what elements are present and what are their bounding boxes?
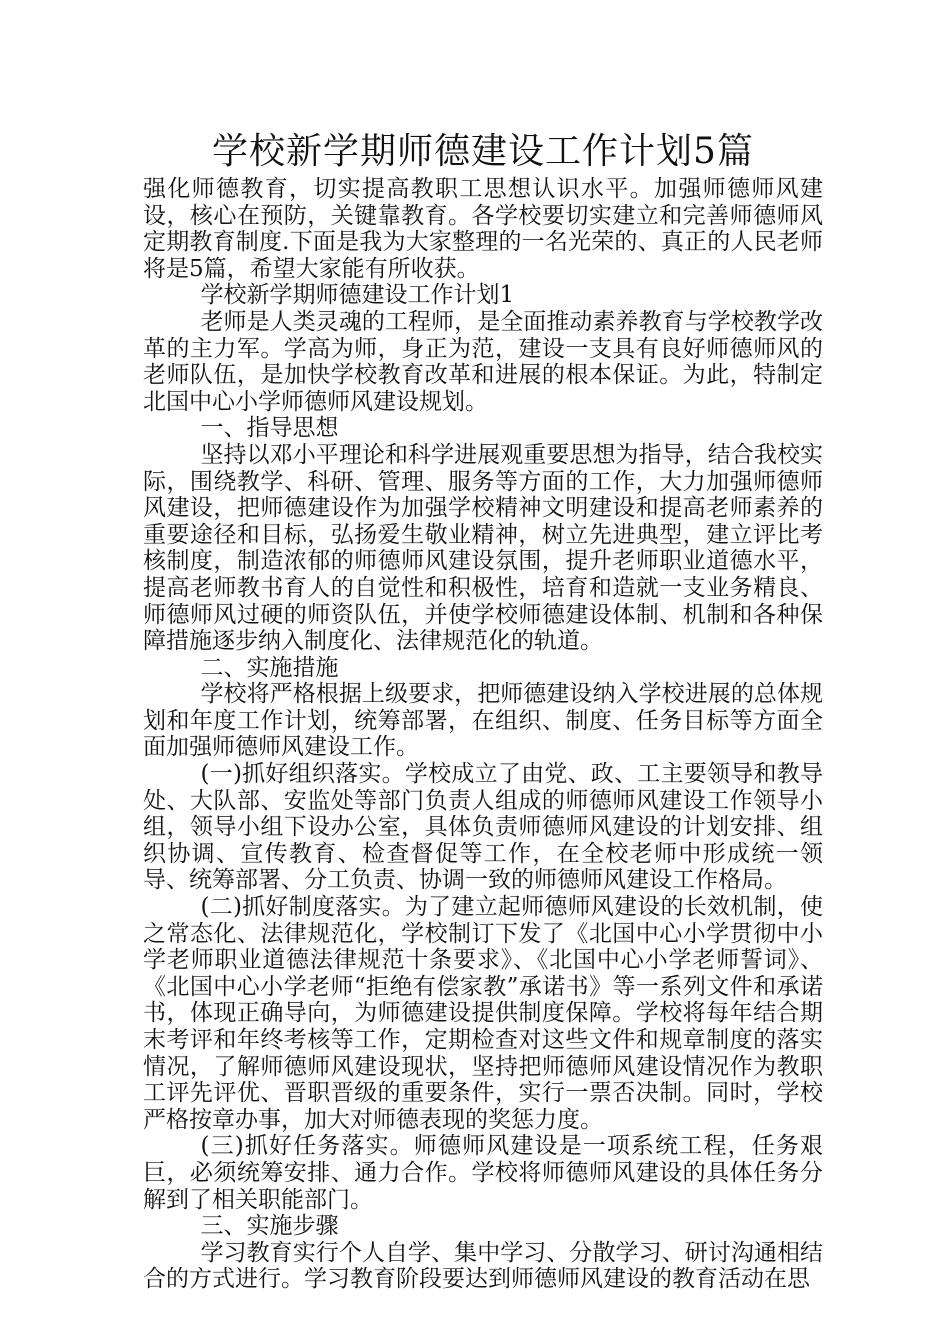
paragraph-system: (二)抓好制度落实。为了建立起师德师风建设的长效机制，使之常态化、法律规范化，学校制订下发了《北国中心小学贯彻中小学老师职业道德法律规范十条要求》、《北国中心小学老师誓词》、《北国中心小学老师“拒绝有偿家教”承诺书》等一系列文件和承诺书，体现正确导向，为师德建设提供制度保障。学校将每年结合期末考评和年终考核等工作，定期检查对这些文件和规章制度的落实情况，了解师德师风建设现状，坚持把师德师风建设情况作为教职工评先评优、晋职晋级的重要条件，实行一票否决制。同时，学校严格按章办事，加大对师德表现的奖惩力度。: [143, 894, 823, 1133]
document-page: [143, 128, 823, 1293]
paragraph-steps: 学习教育实行个人自学、集中学习、分散学习、研讨沟通相结合的方式进行。学习教育阶段要达到师德师风建设的教育活动在思: [143, 1239, 823, 1293]
paragraph-tasks: (三)抓好任务落实。师德师风建设是一项系统工程，任务艰巨，必须统筹安排、通力合作。学校将师德师风建设的具体任务分解到了相关职能部门。: [143, 1133, 823, 1213]
paragraph-plan-heading: 学校新学期师德建设工作计划1: [200, 282, 515, 309]
document-body: [143, 176, 823, 1293]
paragraph-guiding-ideology: 坚持以邓小平理论和科学进展观重要思想为指导，结合我校实际，围绕教学、科研、管理、服务等方面的工作，大力加强师德师风建设，把师德建设作为加强学校精神文明建设和提高老师素养的重要途径和目标，弘扬爱生敬业精神，树立先进典型，建立评比考核制度，制造浓郁的师德师风建设氛围，提升老师职业道德水平，提高老师教书育人的自觉性和积极性，培育和造就一支业务精良、师德师风过硬的师资队伍，并使学校师德建设体制、机制和各种保障措施逐步纳入制度化、法律规范化的轨道。: [143, 441, 823, 655]
section-heading-measures: 二、实施措施: [200, 654, 339, 681]
paragraph-intro: 强化师德教育，切实提高教职工思想认识水平。加强师德师风建设，核心在预防，关键靠教育。各学校要切实建立和完善师德师风定期教育制度.下面是我为大家整理的一名光荣的、真正的人民老师将是5篇，希望大家能有所收获。: [143, 176, 823, 282]
paragraph-measures: 学校将严格根据上级要求，把师德建设纳入学校进展的总体规划和年度工作计划，统筹部署，在组织、制度、任务目标等方面全面加强师德师风建设工作。: [143, 681, 823, 761]
paragraph-preface: 老师是人类灵魂的工程师，是全面推动素养教育与学校教学改革的主力军。学高为师，身正为范，建设一支具有良好师德师风的老师队伍，是加快学校教育改革和进展的根本保证。为此，特制定北国中心小学师德师风建设规划。: [143, 308, 823, 415]
document-title: 学校新学期师德建设工作计划5篇: [212, 131, 754, 172]
paragraph-organization: (一)抓好组织落实。学校成立了由党、政、工主要领导和教导处、大队部、安监处等部门负责人组成的师德师风建设工作领导小组，领导小组下设办公室，具体负责师德师风建设的计划安排、组织协调、宣传教育、检查督促等工作，在全校老师中形成统一领导、统筹部署、分工负责、协调一致的师德师风建设工作格局。: [143, 761, 823, 894]
section-heading-guiding-ideology: 一、指导思想: [200, 415, 339, 442]
section-heading-steps: 三、实施步骤: [200, 1213, 339, 1240]
